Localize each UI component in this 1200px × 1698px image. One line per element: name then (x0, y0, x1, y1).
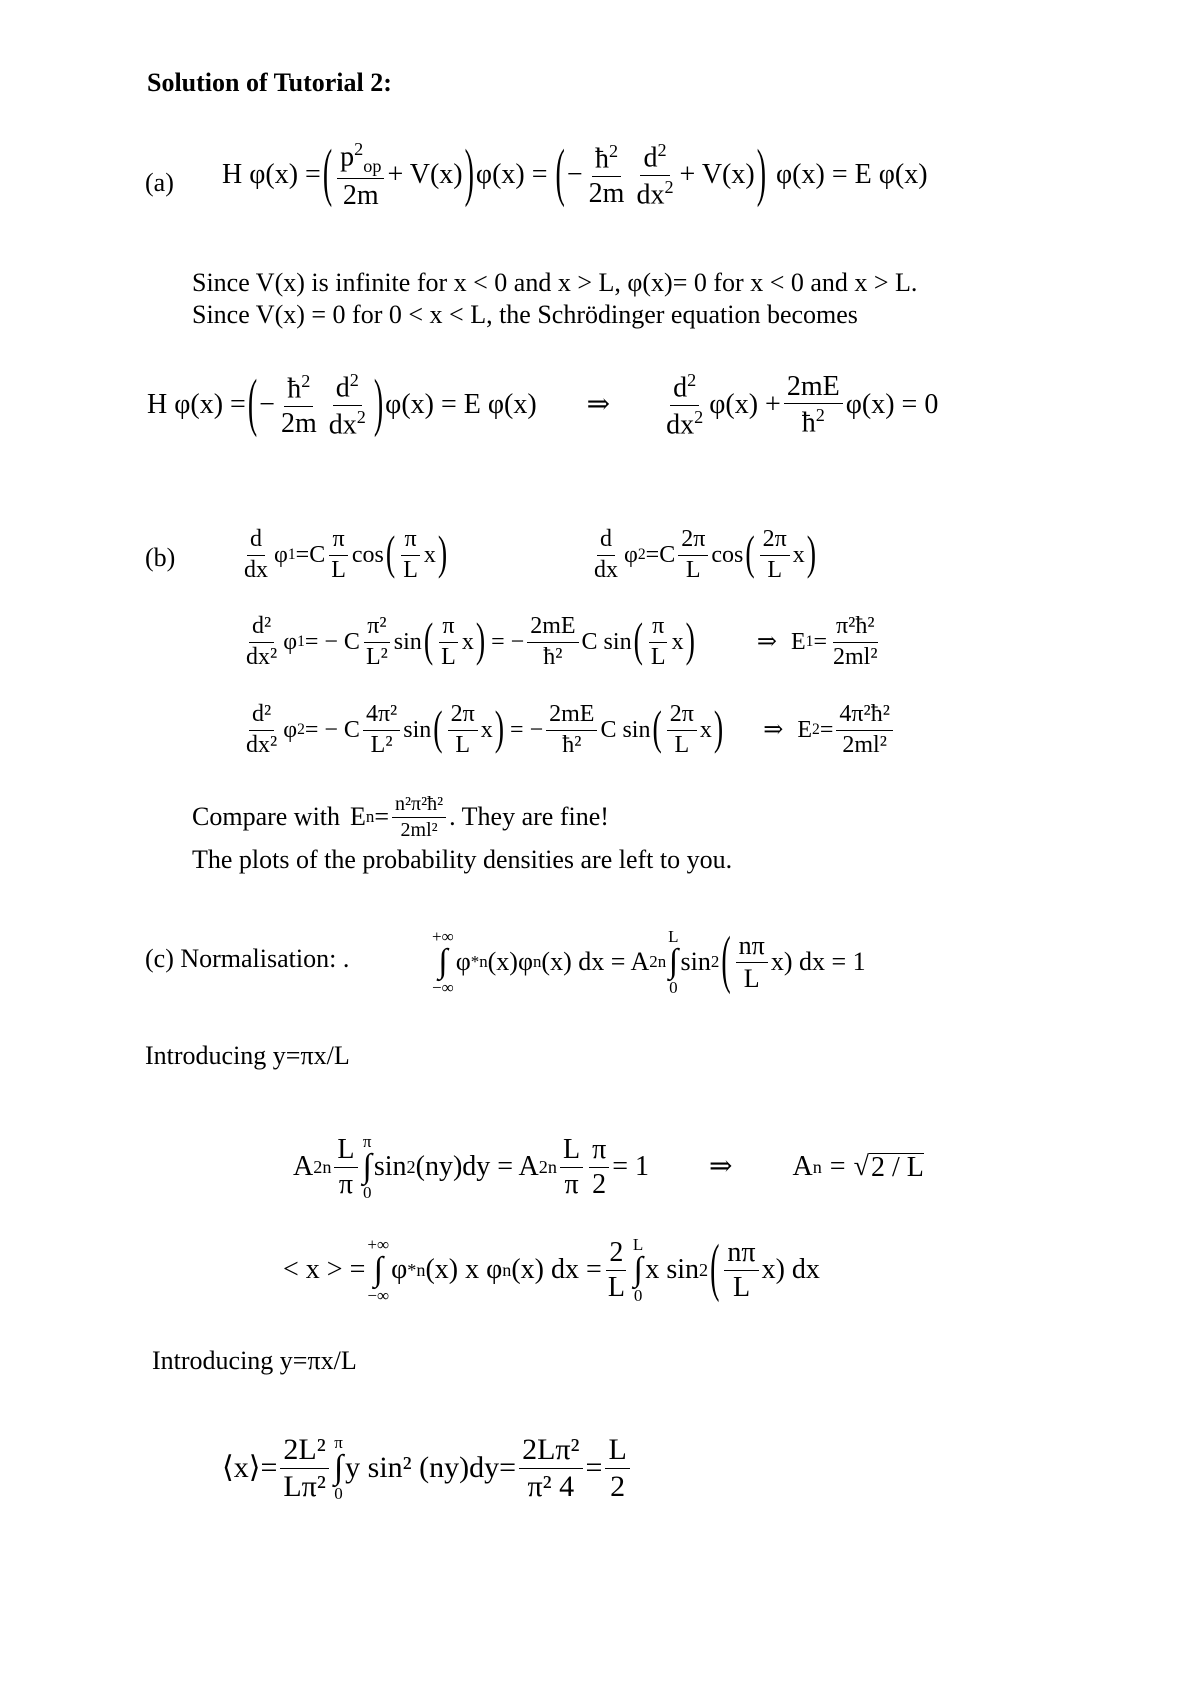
compare-line: Compare with E n = $\frac{\text{n²π²ħ²}}{\text{2ml²}}$ . They are fine! (192, 792, 609, 841)
d-phi2-equation: $\frac{d}{dx}$ φ 2 =C $\frac{2\pi}{L}$ cos ( $\frac{2\pi}{L}$ x ) (594, 526, 817, 583)
plots-line: The plots of the probability densities are left to you. (192, 845, 733, 874)
zero-potential-line: Since V(x) = 0 for 0 < x < L, the Schrödinger equation becomes (192, 300, 858, 329)
introducing-line-2: Introducing y=πx/L (152, 1346, 357, 1375)
part-a-label: (a) (145, 168, 174, 197)
page-title: Solution of Tutorial 2: (147, 68, 392, 97)
hbar-fraction: $\frac{ħ^2}{2m}$ (588, 140, 625, 209)
paren-left-2: ( (555, 138, 565, 210)
normalisation-result: A 2 n $\frac{L}{\pi}$ π ∫ 0 sin 2 (ny)dy = A 2 n $\frac{L}{\pi}$ $\frac{\pi}{2}$ = 1 ⇒ A n = √ 2 / L (293, 1132, 924, 1202)
kinetic-fraction: $\frac{p^2_{op}}{2m}$ (337, 140, 384, 210)
normalisation-equation: +∞ ∫ −∞ φ * n (x)φ n (x) dx = A 2 n L ∫ 0 sin 2 ( $\frac{n\pi}{L}$ x) dx = 1 (432, 925, 866, 997)
eq-lhs: H φ(x) = (222, 159, 321, 190)
part-c-label: (c) Normalisation: . (145, 944, 350, 973)
infinite-potential-line: Since V(x) is infinite for x < 0 and x > L, φ(x)= 0 for x < 0 and x > L. (192, 268, 918, 297)
dd-phi2-equation: $\frac{\text{d²}}{\text{dx²}}$ φ 2 = − C $\frac{\text{4π²}}{\text{L²}}$ sin ( $\frac{2\pi}{L}$ x ) = − $\frac{2mE}{\text{ħ²}}$ C sin ( $\frac{2\pi}{L}$ x ) ⇒ E 2 = $\frac{\text{4π²ħ²}}{\text{2ml²}}$ (240, 700, 896, 760)
paren-right: ) (464, 138, 474, 210)
second-derivative: $\frac{d^2}{dx^2}$ (636, 139, 674, 210)
paren-left: ( (322, 138, 333, 210)
eq-rhs: φ(x) = E φ(x) (776, 159, 928, 190)
hamiltonian-equation: H φ(x) = ( $\frac{p^2_{op}}{2m}$ + V(x) ) φ(x) = ( − $\frac{ħ^2}{2m}$ $\frac{d^2}{dx^2}$ + V(x) ) φ(x) = E φ(x) (222, 138, 928, 211)
phi-term: φ(x) = (475, 159, 548, 190)
dd-phi1-equation: $\frac{\text{d²}}{\text{dx²}}$ φ 1 = − C $\frac{\text{π²}}{\text{L²}}$ sin ( $\frac{\pi}{L}$ x ) = − $\frac{2mE}{\text{ħ²}}$ C sin ( $\frac{\pi}{L}$ x ) ⇒ E 1 = $\frac{\text{π²ħ²}}{\text{2ml²}}$ (246, 613, 878, 670)
introducing-line-1: Introducing y=πx/L (145, 1041, 350, 1070)
schrodinger-equation: H φ(x) = ( − $\frac{ħ^2}{2m}$ $\frac{d^2}{dx^2}$ ) φ(x) = E φ(x) ⇒ $\frac{d^2}{dx^2}$ φ(x) + $\frac{2mE}{ħ^2}$ φ(x) = 0 (147, 368, 939, 440)
d-phi1-equation: $\frac{d}{dx}$ φ 1 =C $\frac{\pi}{L}$ cos ( $\frac{\pi}{L}$ x ) (244, 526, 448, 583)
paren-right-2: ) (756, 138, 767, 210)
final-expectation: ⟨ x ⟩ = $\frac{\text{2L²}}{\text{Lπ²}}$ π ∫ 0 y sin² (ny)dy= $\frac{\text{2Lπ²}}{\text{π² 4}}$ = $\frac{L}{2}$ (222, 1418, 633, 1518)
expectation-equation: < x > = +∞ ∫ −∞ φ * n (x) x φ n (x) dx = $\frac{2}{L}$ L ∫ 0 x sin 2 ( $\frac{n\pi}{L}$ x) dx (283, 1233, 820, 1305)
potential-term: + V(x) (387, 159, 463, 190)
part-b-label: (b) (145, 543, 176, 572)
implies-arrow: ⇒ (586, 389, 611, 420)
